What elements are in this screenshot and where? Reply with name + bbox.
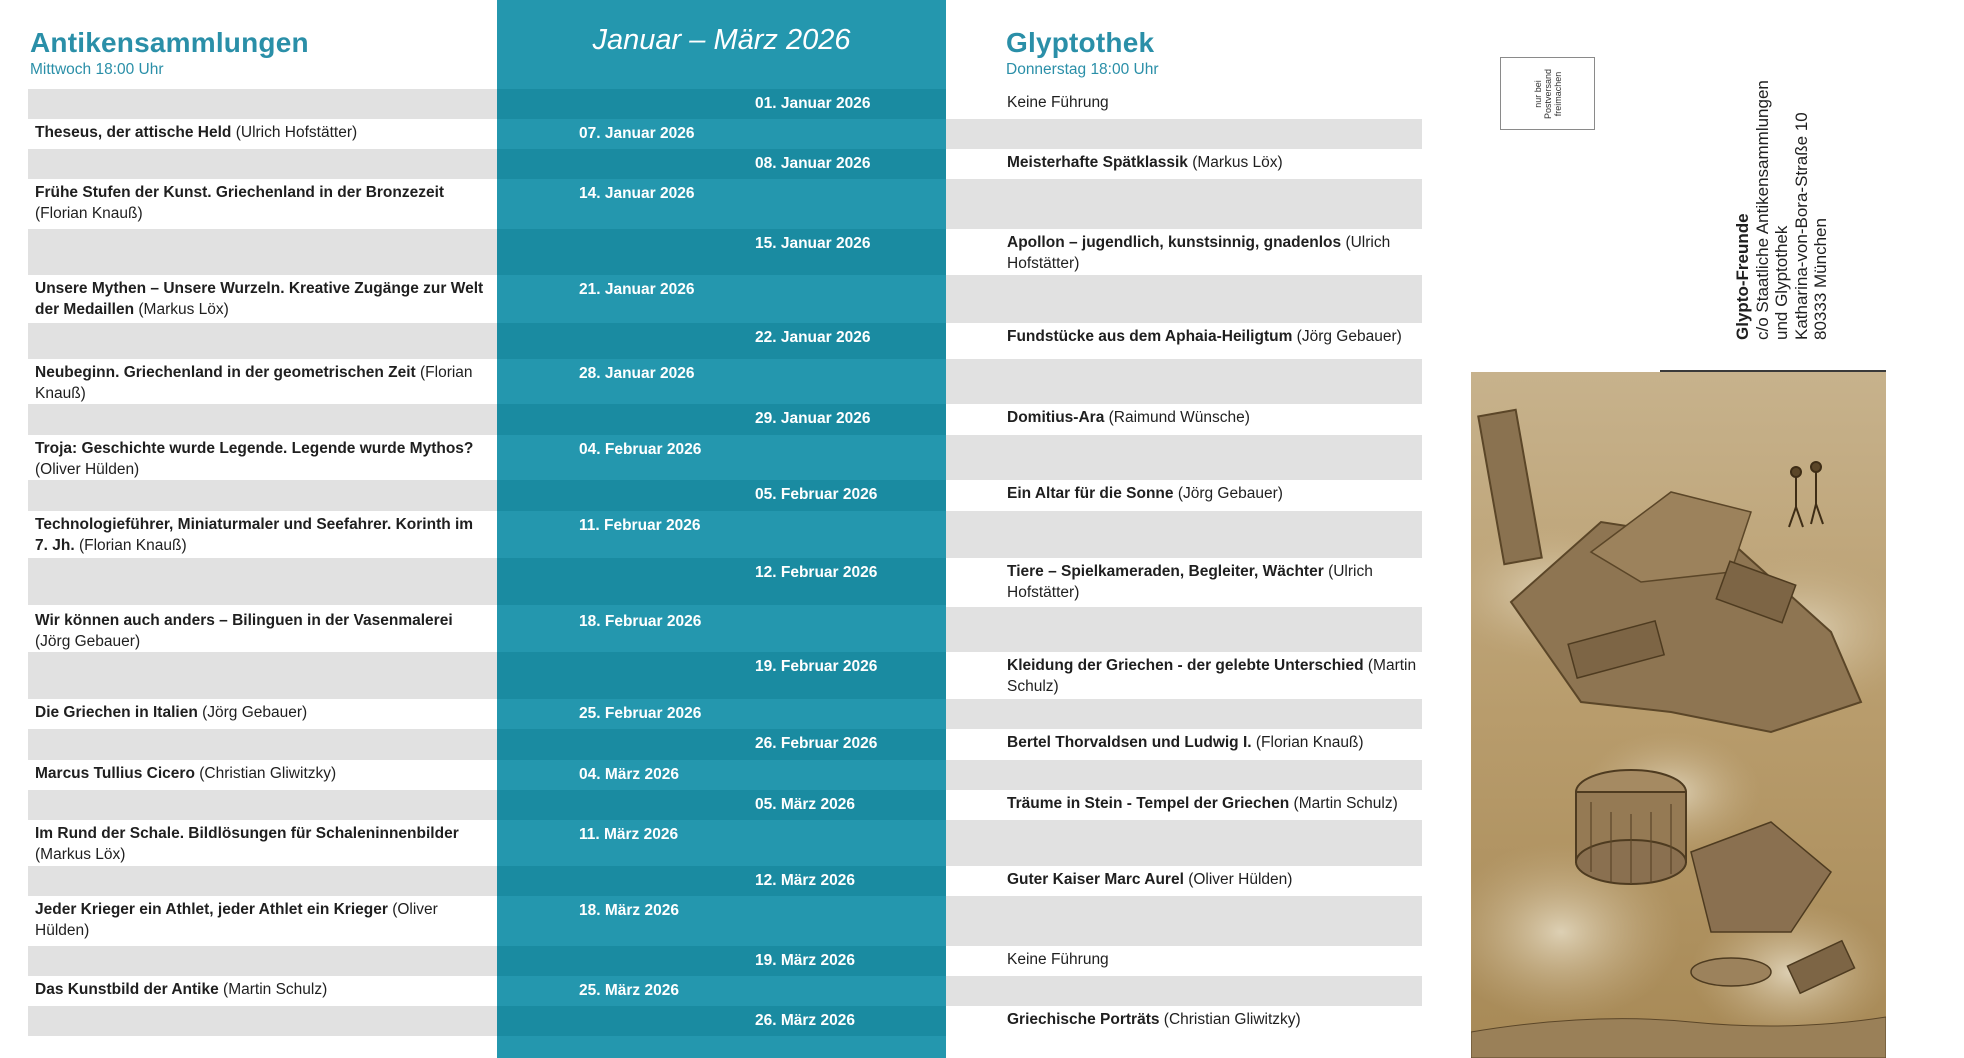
row-gray-band [28, 229, 497, 275]
antikensammlungen-lecture [35, 824, 490, 865]
lecture-speaker: (Jörg Gebauer) [1296, 328, 1402, 345]
lecture-title: Kleidung der Griechen - der gelebte Unterschied [1007, 657, 1364, 674]
row-gray-band [28, 866, 497, 896]
row-gray-band [946, 359, 1422, 404]
address-line: 80333 München [1811, 218, 1830, 340]
wednesday-date: 07. Januar 2026 [579, 125, 695, 142]
row-gray-band [28, 652, 497, 699]
lecture-title: Träume in Stein - Tempel der Griechen [1007, 795, 1290, 812]
lecture-title: Tiere – Spielkameraden, Begleiter, Wächter [1007, 563, 1324, 580]
wednesday-date: 28. Januar 2026 [579, 365, 695, 382]
row-gray-band [946, 607, 1422, 652]
antikensammlungen-lecture [35, 611, 490, 652]
row-gray-band [946, 976, 1422, 1006]
glyptothek-lecture [1007, 733, 1419, 754]
lecture-speaker: (Raimund Wünsche) [1108, 409, 1250, 426]
lecture-speaker: (Ulrich Hofstätter) [1007, 563, 1373, 601]
row-gray-band [28, 323, 497, 359]
lecture-speaker: (Christian Gliwitzky) [1163, 1011, 1301, 1028]
wednesday-date: 04. Februar 2026 [579, 441, 702, 458]
lecture-speaker: (Christian Gliwitzky) [199, 765, 337, 782]
lecture-title: Jeder Krieger ein Athlet, jeder Athlet ein Krieger [35, 901, 388, 918]
wednesday-date: 25. Februar 2026 [579, 705, 702, 722]
lecture-title: Apollon – jugendlich, kunstsinnig, gnadenlos [1007, 234, 1342, 251]
antikensammlungen-lecture [35, 183, 490, 224]
glyptothek-lecture [1007, 153, 1419, 174]
wednesday-date: 18. März 2026 [579, 902, 679, 919]
thursday-date-band [497, 323, 946, 359]
lecture-title: Keine Führung [1007, 94, 1109, 111]
lecture-title: Technologieführer, Miniaturmaler und Seefahrer. Korinth im 7. Jh. [35, 516, 474, 554]
right-subheading: Donnerstag 18:00 Uhr [1006, 61, 1159, 78]
lecture-speaker: (Florian Knauß) [78, 536, 187, 554]
thursday-date: 26. März 2026 [755, 1012, 855, 1029]
thursday-date-band [497, 652, 946, 699]
glyptothek-lecture [1007, 562, 1419, 603]
lecture-title: Das Kunstbild der Antike [35, 981, 219, 998]
antikensammlungen-lecture [35, 764, 490, 785]
thursday-date: 05. Februar 2026 [755, 486, 878, 503]
row-gray-band [946, 896, 1422, 946]
row-gray-band [28, 790, 497, 820]
lecture-speaker: (Ulrich Hofstätter) [235, 124, 358, 141]
thursday-date: 19. Februar 2026 [755, 658, 878, 675]
lecture-title: Fundstücke aus dem Aphaia-Heiligtum [1007, 328, 1293, 345]
mailing-address [1733, 80, 1831, 340]
thursday-date: 19. März 2026 [755, 952, 855, 969]
thursday-date: 05. März 2026 [755, 796, 855, 813]
thursday-date-band [497, 946, 946, 976]
thursday-date-band [497, 480, 946, 511]
row-gray-band [28, 149, 497, 179]
antikensammlungen-lecture [35, 703, 490, 724]
glyptothek-lecture [1007, 950, 1419, 971]
row-gray-band [946, 511, 1422, 558]
thursday-date-band [497, 149, 946, 179]
thursday-date: 15. Januar 2026 [755, 235, 871, 252]
row-gray-band [28, 89, 497, 119]
thursday-date: 01. Januar 2026 [755, 95, 871, 112]
thursday-date: 12. März 2026 [755, 872, 855, 889]
antikensammlungen-lecture [35, 363, 490, 404]
lecture-title: Theseus, der attische Held [35, 124, 232, 141]
lecture-title: Troja: Geschichte wurde Legende. Legende wurde Mythos? [35, 440, 474, 457]
row-gray-band [946, 179, 1422, 229]
lecture-speaker: (Jörg Gebauer) [35, 632, 141, 650]
antikensammlungen-lecture [35, 279, 490, 320]
ruins-engraving-image [1471, 372, 1886, 1058]
glyptothek-lecture [1007, 327, 1419, 348]
wednesday-date: 25. März 2026 [579, 982, 679, 999]
stamp-line: Postversand [1542, 68, 1553, 119]
lecture-speaker: (Markus Löx) [35, 845, 126, 863]
row-gray-band [946, 820, 1422, 866]
address-line: und Glyptothek [1772, 225, 1791, 340]
stamp-line: nur bei [1532, 79, 1543, 108]
lecture-speaker: (Florian Knauß) [1255, 734, 1364, 751]
wednesday-date: 04. März 2026 [579, 766, 679, 783]
row-gray-band [946, 119, 1422, 149]
lecture-speaker: (Florian Knauß) [35, 364, 473, 402]
thursday-date-band [497, 89, 946, 119]
lecture-title: Neubeginn. Griechenland in der geometrischen Zeit [35, 364, 416, 381]
lecture-speaker: (Oliver Hülden) [35, 460, 140, 478]
left-heading: Antikensammlungen [30, 27, 309, 58]
row-gray-band [946, 275, 1422, 323]
lecture-title: Marcus Tullius Cicero [35, 765, 195, 782]
lecture-title: Frühe Stufen der Kunst. Griechenland in der Bronzezeit [35, 184, 445, 201]
lecture-title: Bertel Thorvaldsen und Ludwig I. [1007, 734, 1252, 751]
row-gray-band [946, 760, 1422, 790]
row-gray-band [28, 404, 497, 435]
thursday-date-band [497, 1006, 946, 1036]
lecture-title: Wir können auch anders – Bilinguen in der Vasenmalerei [35, 612, 453, 629]
lecture-speaker: (Martin Schulz) [1293, 795, 1398, 812]
glyptothek-lecture [1007, 233, 1419, 274]
address-line-name: Glypto-Freunde [1733, 213, 1752, 340]
antikensammlungen-lecture [35, 980, 490, 1001]
thursday-date: 12. Februar 2026 [755, 564, 878, 581]
antikensammlungen-lecture [35, 123, 490, 144]
stamp-box [1500, 57, 1595, 130]
middle-heading: Januar – März 2026 [592, 24, 851, 56]
thursday-date-band [497, 790, 946, 820]
row-gray-band [28, 480, 497, 511]
lecture-speaker: (Jörg Gebauer) [202, 704, 308, 721]
row-gray-band [946, 699, 1422, 729]
stamp-line: freimachen [1552, 71, 1563, 116]
row-gray-band [28, 729, 497, 760]
thursday-date-band [497, 729, 946, 760]
lecture-title: Keine Führung [1007, 951, 1109, 968]
glyptothek-lecture [1007, 1010, 1419, 1031]
glyptothek-lecture [1007, 93, 1419, 114]
thursday-date: 22. Januar 2026 [755, 329, 871, 346]
lecture-speaker: (Martin Schulz) [1007, 657, 1417, 695]
row-gray-band [28, 946, 497, 976]
left-subheading: Mittwoch 18:00 Uhr [30, 61, 164, 78]
thursday-date: 26. Februar 2026 [755, 735, 878, 752]
thursday-date: 08. Januar 2026 [755, 155, 871, 172]
address-line: Katharina-von-Bora-Straße 10 [1791, 112, 1811, 340]
lecture-title: Ein Altar für die Sonne [1007, 485, 1174, 502]
lecture-speaker: (Markus Löx) [1192, 154, 1283, 171]
wednesday-date: 18. Februar 2026 [579, 613, 702, 630]
glyptothek-lecture [1007, 484, 1419, 505]
glyptothek-lecture [1007, 656, 1419, 697]
thursday-date-band [497, 866, 946, 896]
antikensammlungen-lecture [35, 439, 490, 480]
lecture-title: Meisterhafte Spätklassik [1007, 154, 1188, 171]
lecture-speaker: (Ulrich Hofstätter) [1007, 234, 1391, 272]
wednesday-date: 11. März 2026 [579, 826, 679, 843]
glyptothek-lecture [1007, 794, 1419, 815]
row-gray-band [28, 1006, 497, 1036]
wednesday-date: 11. Februar 2026 [579, 517, 701, 534]
lecture-title: Guter Kaiser Marc Aurel [1007, 871, 1184, 888]
glyptothek-lecture [1007, 870, 1419, 891]
stamp-text [1533, 68, 1563, 118]
lecture-title: Die Griechen in Italien [35, 704, 198, 721]
lecture-speaker: (Oliver Hülden) [35, 901, 438, 939]
address-line: c/o Staatliche Antikensammlungen [1752, 80, 1772, 340]
thursday-date-band [497, 558, 946, 605]
row-gray-band [28, 558, 497, 605]
lecture-speaker: (Markus Löx) [138, 300, 229, 318]
right-heading: Glyptothek [1006, 27, 1155, 58]
thursday-date: 29. Januar 2026 [755, 410, 871, 427]
antikensammlungen-lecture [35, 900, 490, 941]
lecture-title: Im Rund der Schale. Bildlösungen für Schaleninnenbilder [35, 825, 459, 842]
lecture-speaker: (Oliver Hülden) [1188, 871, 1293, 888]
thursday-date-band [497, 404, 946, 435]
lecture-title: Domitius-Ara [1007, 409, 1105, 426]
row-gray-band [946, 435, 1422, 480]
antikensammlungen-lecture [35, 515, 490, 556]
lecture-title: Griechische Porträts [1007, 1011, 1160, 1028]
glyptothek-lecture [1007, 408, 1419, 429]
wednesday-date: 14. Januar 2026 [579, 185, 695, 202]
lecture-speaker: (Jörg Gebauer) [1177, 485, 1283, 502]
lecture-title: Unsere Mythen – Unsere Wurzeln. Kreative Zugänge zur Welt der Medaillen [35, 280, 484, 318]
lecture-speaker: (Martin Schulz) [223, 981, 328, 998]
wednesday-date: 21. Januar 2026 [579, 281, 695, 298]
thursday-date-band [497, 229, 946, 275]
lecture-speaker: (Florian Knauß) [35, 204, 143, 222]
